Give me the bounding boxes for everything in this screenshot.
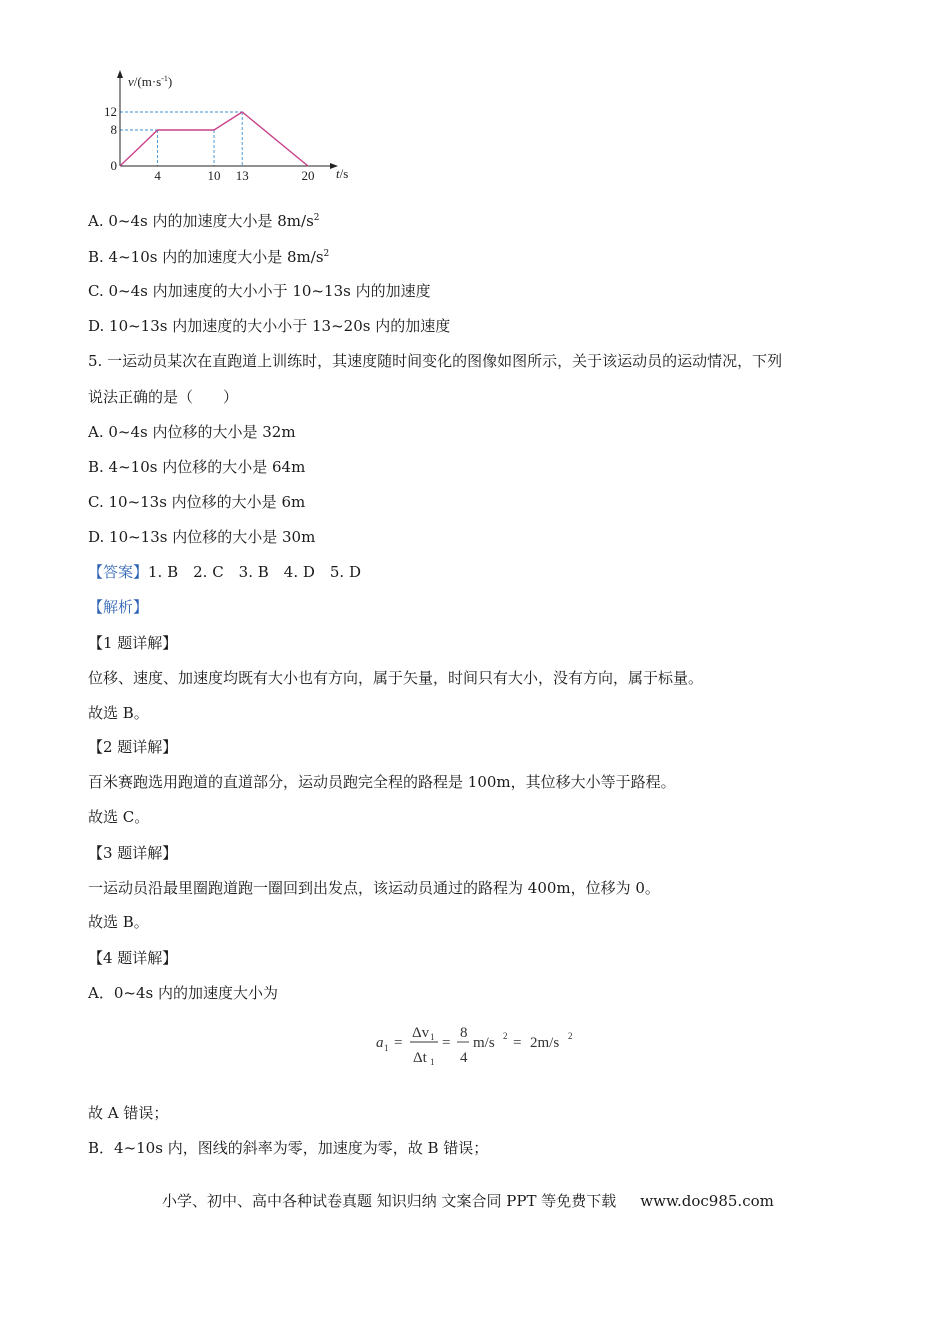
svg-text:1: 1 <box>430 1057 435 1067</box>
analysis-tag: 【解析】 <box>88 598 149 616</box>
y-tick-0: 0 <box>110 158 117 173</box>
detail2-text: 百米赛跑选用跑道的直道部分，运动员跑完全程的路程是 100m，其位移大小等于路程。 <box>88 773 676 791</box>
q5-stem-line1: 5. 一运动员某次在直跑道上训练时，其速度随时间变化的图像如图所示，关于该运动员的运动情况，下列 <box>88 352 783 370</box>
svg-text:2m/s: 2m/s <box>530 1035 560 1051</box>
answer-line <box>88 562 361 582</box>
detail2-choice: 故选 C。 <box>88 808 150 826</box>
detail1-text: 位移、速度、加速度均既有大小也有方向，属于矢量，时间只有大小，没有方向，属于标量。 <box>88 669 704 687</box>
svg-text:m/s: m/s <box>473 1035 495 1051</box>
footer-url[interactable]: www.doc985.com <box>640 1192 774 1210</box>
x-tick-13: 13 <box>235 168 249 183</box>
svg-text:2: 2 <box>503 1031 508 1041</box>
detail4-tag: 【4 题详解】 <box>88 949 178 967</box>
q4-option-b: B. 4~10s 内的加速度大小是 $8m/s^2$ <box>88 248 330 266</box>
q4-option-c: C. 0~4s 内加速度的大小小于 10~13s 内的加速度 <box>88 282 431 300</box>
q5-option-c: C. 10~13s 内位移的大小是 6m <box>88 493 306 511</box>
x-tick-4: 4 <box>154 168 161 183</box>
footer-text: 小学、初中、高中各种试卷真题 知识归纳 文案合同 PPT 等免费下载 <box>162 1192 617 1210</box>
svg-text:4: 4 <box>460 1050 468 1066</box>
svg-text:2: 2 <box>568 1031 573 1041</box>
q4-option-d: D. 10~13s 内加速度的大小小于 13~20s 内的加速度 <box>88 317 451 335</box>
x-tick-10: 10 <box>207 168 221 183</box>
svg-text:1: 1 <box>430 1032 435 1042</box>
svg-text:Δv: Δv <box>412 1025 430 1041</box>
acceleration-formula <box>372 1016 592 1072</box>
detail4-a-intro: A．0~4s 内的加速度大小为 <box>88 984 278 1002</box>
detail1-tag: 【1 题详解】 <box>88 634 178 652</box>
y-axis-label: $v/(m\cdot s^{-1})$ <box>128 74 173 89</box>
detail1-choice: 故选 B。 <box>88 704 149 722</box>
y-tick-8: 8 <box>110 122 117 137</box>
x-axis-label: t/s <box>336 166 349 181</box>
velocity-time-graph <box>98 66 368 196</box>
detail3-choice: 故选 B。 <box>88 913 149 931</box>
detail4-a-wrong: 故 A 错误； <box>88 1104 169 1122</box>
svg-text:Δt: Δt <box>413 1050 427 1066</box>
q5-option-a: A. 0~4s 内位移的大小是 32m <box>88 423 296 441</box>
q5-stem-line2: 说法正确的是（ ） <box>88 388 239 406</box>
detail3-text: 一运动员沿最里圈跑道跑一圈回到出发点，该运动员通过的路程为 400m，位移为 0。 <box>88 879 660 897</box>
svg-text:8: 8 <box>460 1025 468 1041</box>
graph-tick-labels <box>104 104 315 183</box>
q5-option-d: D. 10~13s 内位移的大小是 30m <box>88 528 316 546</box>
graph-guides <box>120 112 242 166</box>
q4-option-a: A. 0~4s 内的加速度大小是 $8m/s^2$ <box>88 212 320 230</box>
y-axis-arrow <box>117 70 123 78</box>
detail2-tag: 【2 题详解】 <box>88 738 178 756</box>
q5-option-b: B. 4~10s 内位移的大小是 64m <box>88 458 306 476</box>
detail3-tag: 【3 题详解】 <box>88 844 178 862</box>
svg-text:=: = <box>442 1035 451 1051</box>
svg-text:1: 1 <box>384 1043 389 1053</box>
answer-tag: 【答案】 <box>88 563 149 581</box>
page-footer <box>162 1190 774 1211</box>
answer-text: 1. B 2. C 3. B 4. D 5. D <box>148 563 361 581</box>
svg-text:=: = <box>513 1035 522 1051</box>
x-tick-20: 20 <box>301 168 315 183</box>
y-tick-12: 12 <box>104 104 117 119</box>
svg-text:a: a <box>376 1035 384 1051</box>
detail4-b: B．4~10s 内，图线的斜率为零，加速度为零，故 B 错误； <box>88 1139 489 1157</box>
svg-text:=: = <box>394 1035 403 1051</box>
